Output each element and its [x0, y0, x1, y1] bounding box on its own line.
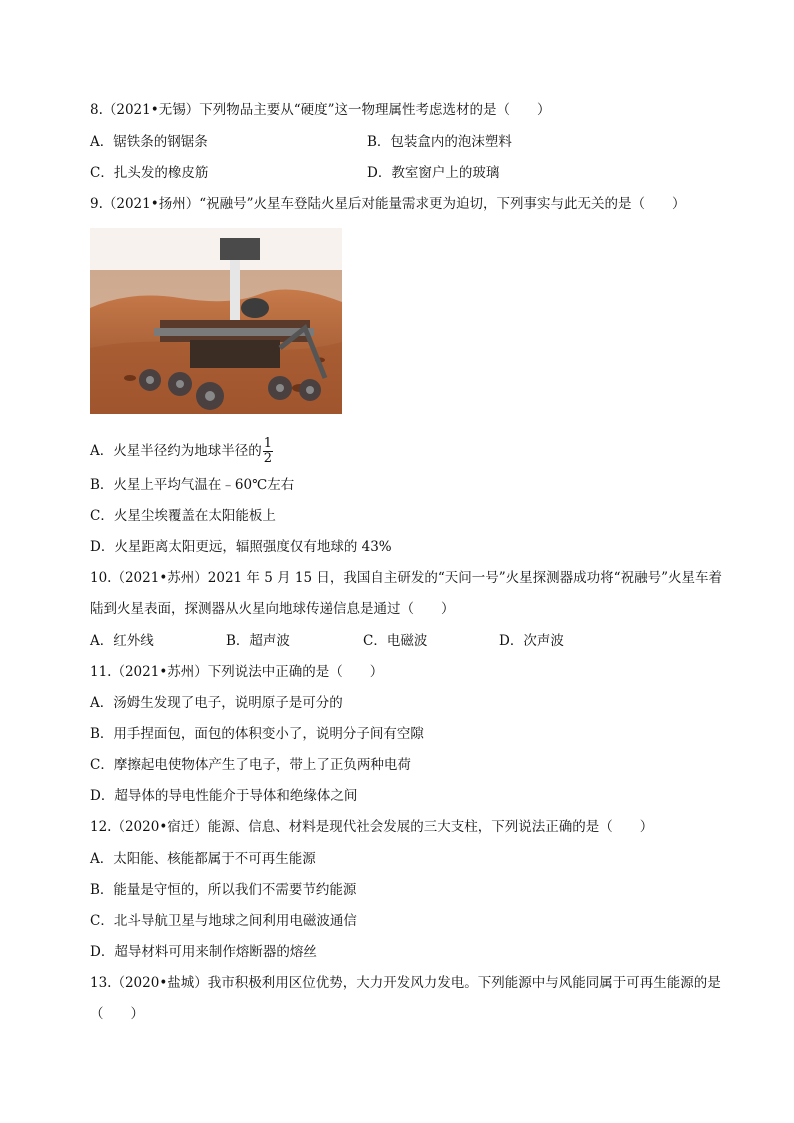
fraction-denominator: 2 — [263, 451, 273, 466]
question-13-stem-line-2: （ ） — [90, 1006, 144, 1022]
question-8-stem: 8.（2021•无锡）下列物品主要从“硬度”这一物理属性考虑选材的是（ ） — [90, 102, 551, 118]
question-10-option-c[interactable]: C．电磁波 — [363, 633, 428, 649]
question-11-option-a[interactable]: A．汤姆生发现了电子，说明原子是可分的 — [90, 695, 343, 711]
question-10-stem-line-1: 10.（2021•苏州）2021 年 5 月 15 日，我国自主研发的“天问一号”火星探测器成功将“祝融号”火星车着 — [90, 570, 722, 586]
question-12-stem: 12.（2020•宿迁）能源、信息、材料是现代社会发展的三大支柱，下列说法正确的是（ ） — [90, 819, 654, 835]
question-10-option-d[interactable]: D．次声波 — [499, 633, 564, 649]
question-9-stem: 9.（2021•扬州）“祝融号”火星车登陆火星后对能量需求更为迫切，下列事实与此无关的是（ ） — [90, 196, 686, 212]
question-11-option-b[interactable]: B．用手捏面包，面包的体积变小了，说明分子间有空隙 — [90, 726, 424, 742]
question-12-option-c[interactable]: C．北斗导航卫星与地球之间利用电磁波通信 — [90, 913, 357, 929]
question-11-option-c[interactable]: C．摩擦起电使物体产生了电子，带上了正负两种电荷 — [90, 757, 411, 773]
fraction-numerator: 1 — [263, 436, 273, 451]
question-11-option-d[interactable]: D．超导体的导电性能介于导体和绝缘体之间 — [90, 788, 358, 804]
question-12-option-d[interactable]: D．超导材料可用来制作熔断器的熔丝 — [90, 944, 317, 960]
fraction-one-half — [263, 437, 273, 466]
question-10-option-a[interactable]: A．红外线 — [90, 633, 154, 649]
question-11-stem: 11.（2021•苏州）下列说法中正确的是（ ） — [90, 664, 384, 680]
question-8-option-c[interactable]: C．扎头发的橡皮筋 — [90, 165, 209, 181]
question-12-option-b[interactable]: B．能量是守恒的，所以我们不需要节约能源 — [90, 882, 357, 898]
question-9-option-a-text: A．火星半径约为地球半径的 — [90, 443, 262, 459]
question-10-option-b[interactable]: B．超声波 — [226, 633, 290, 649]
question-9-option-c[interactable]: C．火星尘埃覆盖在太阳能板上 — [90, 508, 276, 524]
question-12-option-a[interactable]: A．太阳能、核能都属于不可再生能源 — [90, 851, 316, 867]
mars-rover-image — [90, 228, 342, 414]
question-9-option-d[interactable]: D．火星距离太阳更远，辐照强度仅有地球的 43% — [90, 539, 392, 555]
question-10-stem-line-2: 陆到火星表面，探测器从火星向地球传递信息是通过（ ） — [90, 601, 455, 617]
question-9-option-b[interactable]: B．火星上平均气温在﹣60℃左右 — [90, 477, 295, 493]
question-8-option-a[interactable]: A．锯铁条的钢锯条 — [90, 134, 208, 150]
question-8-option-d[interactable]: D．教室窗户上的玻璃 — [367, 165, 500, 181]
question-8-option-b[interactable]: B．包装盒内的泡沫塑料 — [367, 134, 512, 150]
question-13-stem-line-1: 13.（2020•盐城）我市积极利用区位优势，大力开发风力发电。下列能源中与风能同属于可再生能源的是 — [90, 975, 721, 991]
question-9-option-a[interactable] — [90, 437, 273, 466]
